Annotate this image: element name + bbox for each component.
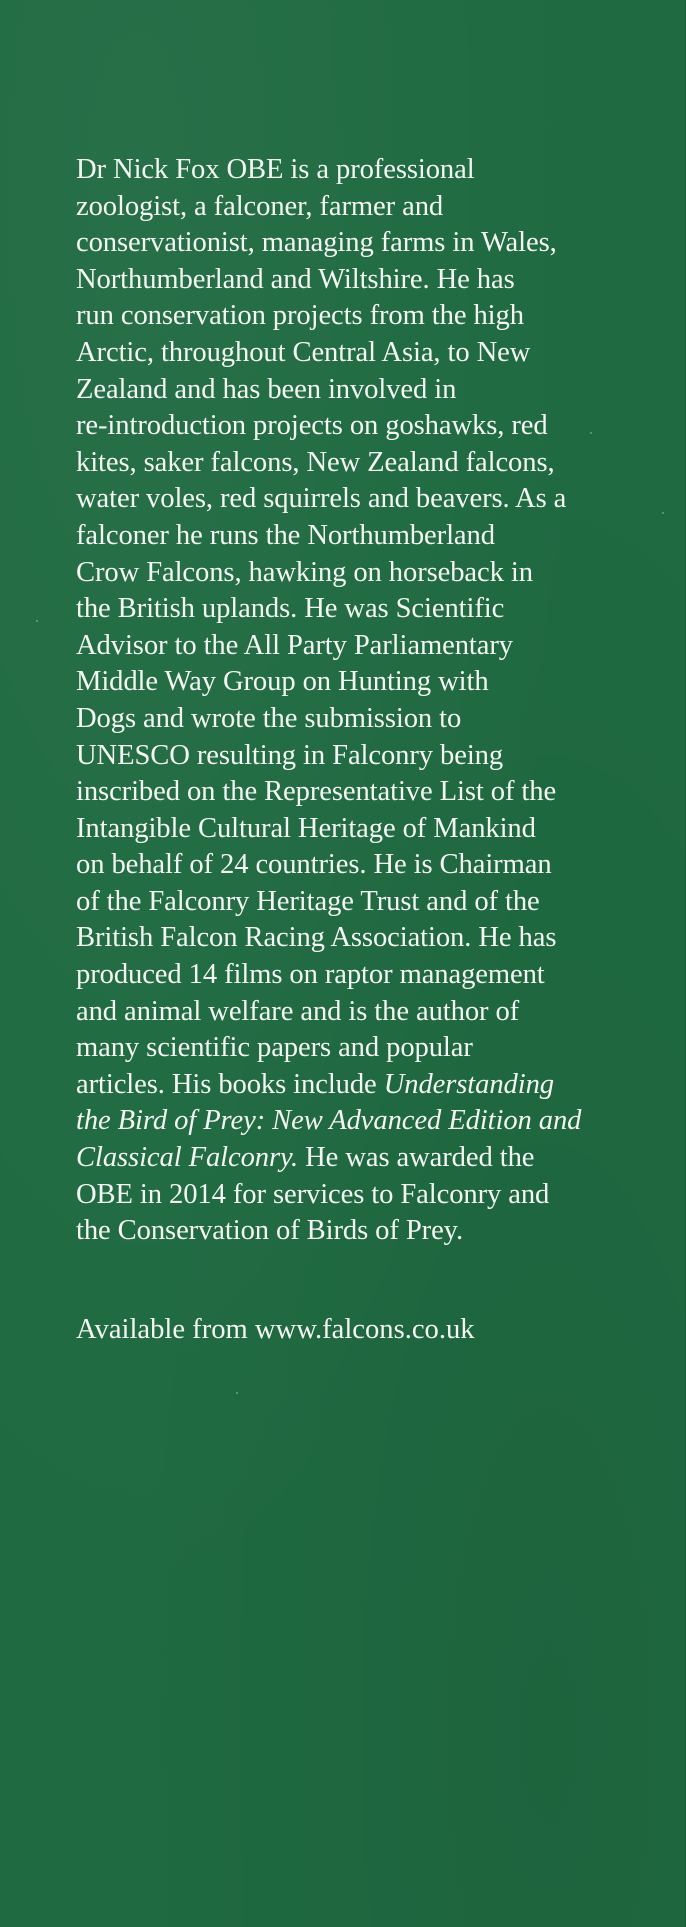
bio-line: of the Falconry Heritage Trust and of the — [76, 885, 540, 917]
bio-line: water voles, red squirrels and beavers. As a — [76, 483, 567, 515]
bio-line: on behalf of 24 countries. He is Chairman — [76, 849, 552, 881]
bio-line: zoologist, a falconer, farmer and — [76, 190, 444, 222]
bio-line: Advisor to the All Party Parliamentary — [76, 629, 513, 661]
print-speck — [590, 432, 592, 434]
author-biography — [76, 152, 676, 1250]
bio-line: run conservation projects from the high — [76, 300, 524, 332]
availability-note: Available from www.falcons.co.uk — [76, 1314, 475, 1345]
bio-line: re-introduction projects on goshawks, red — [76, 410, 548, 442]
bio-line: British Falcon Racing Association. He has — [76, 922, 557, 954]
bio-line: the British uplands. He was Scientific — [76, 593, 505, 625]
bio-line: inscribed on the Representative List of the — [76, 776, 557, 808]
bio-line: produced 14 films on raptor management — [76, 959, 545, 991]
bio-line: and animal welfare and is the author of — [76, 995, 520, 1027]
bio-line: Dr Nick Fox OBE is a professional — [76, 154, 475, 185]
award-text: He was awarded the — [298, 1142, 535, 1174]
bio-line: kites, saker falcons, New Zealand falcons, — [76, 446, 555, 478]
bio-line: Intangible Cultural Heritage of Mankind — [76, 812, 536, 844]
bio-line: Dogs and wrote the submission to — [76, 702, 462, 734]
book-title: the Bird of Prey: New Advanced Edition and — [76, 1105, 582, 1137]
bio-line: Zealand and has been involved in — [76, 373, 457, 405]
bio-line-books — [76, 1103, 676, 1140]
bio-line: Northumberland and Wiltshire. He has — [76, 263, 515, 295]
print-speck — [36, 620, 38, 622]
book-title: Classical Falconry. — [76, 1142, 299, 1174]
bio-line-award: OBE in 2014 for services to Falconry and — [76, 1178, 550, 1210]
bio-line: falconer he runs the Northumberland — [76, 519, 495, 551]
book-title: Understanding — [383, 1068, 554, 1100]
bio-line-books — [76, 1140, 676, 1177]
bio-line: conservationist, managing farms in Wales, — [76, 227, 557, 259]
bio-line: many scientific papers and popular — [76, 1032, 473, 1064]
books-intro-text: articles. His books include — [76, 1068, 384, 1100]
print-speck — [236, 1392, 238, 1394]
bio-line: UNESCO resulting in Falconry being — [76, 739, 504, 771]
print-speck — [662, 512, 664, 514]
bio-line: Middle Way Group on Hunting with — [76, 666, 489, 698]
bio-line: Crow Falcons, hawking on horseback in — [76, 556, 533, 588]
bio-line-award: the Conservation of Birds of Prey. — [76, 1215, 464, 1247]
bio-line-books — [76, 1067, 676, 1104]
bio-line: Arctic, throughout Central Asia, to New — [76, 336, 531, 368]
